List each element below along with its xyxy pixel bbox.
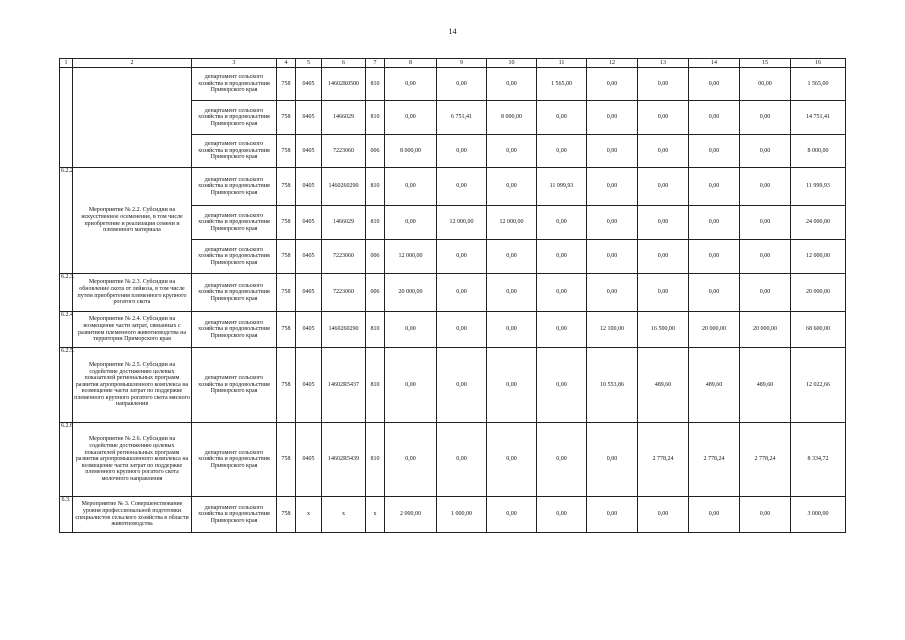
responsible-agency: департамент сельского хозяйства и продовольствия Приморского края (192, 423, 277, 497)
year-amount: 12 000,00 (487, 206, 537, 240)
year-amount: 0,00 (537, 274, 587, 312)
column-number: 1 (60, 59, 73, 68)
year-amount: 0,00 (740, 168, 791, 206)
year-amount: 0,00 (385, 68, 437, 101)
grbs-code: 758 (277, 101, 296, 135)
column-number: 8 (385, 59, 437, 68)
column-number: 6 (322, 59, 366, 68)
table-row (60, 497, 846, 533)
column-number: 13 (638, 59, 689, 68)
rzpr-code: 0405 (296, 101, 322, 135)
year-amount: 0,00 (385, 348, 437, 423)
year-amount: 0,00 (587, 240, 638, 274)
year-amount: 20 000,00 (740, 312, 791, 348)
item-number: 6.2.6 (60, 423, 73, 497)
item-name: Мероприятие № 2.2. Субсидии на искусственное осеменение, в том числе приобретение и реализация семени и племенного материала (73, 168, 192, 274)
year-amount: 0,00 (437, 168, 487, 206)
year-amount: 8 000,00 (487, 101, 537, 135)
year-amount: 0,00 (487, 312, 537, 348)
year-amount: 0,00 (385, 312, 437, 348)
year-amount: 0,00 (638, 135, 689, 168)
year-amount: 0,00 (638, 240, 689, 274)
vr-code: x (366, 497, 385, 533)
rzpr-code: 0405 (296, 312, 322, 348)
year-amount: 16 500,00 (638, 312, 689, 348)
rzpr-code: 0405 (296, 206, 322, 240)
year-amount: 0,00 (587, 423, 638, 497)
vr-code: 006 (366, 135, 385, 168)
year-amount: 20 000,00 (385, 274, 437, 312)
year-amount: 10 553,86 (587, 348, 638, 423)
vr-code: 810 (366, 101, 385, 135)
column-number: 9 (437, 59, 487, 68)
responsible-agency: департамент сельского хозяйства и продовольствия Приморского края (192, 312, 277, 348)
csr-code: 1466029 (322, 101, 366, 135)
year-amount: 0,00 (537, 497, 587, 533)
year-amount: 0,00 (689, 206, 740, 240)
year-amount: 2 778,24 (740, 423, 791, 497)
year-amount: 489,60 (740, 348, 791, 423)
item-number: 6.2.2 (60, 168, 73, 274)
item-name: Мероприятие № 2.5. Субсидии на содействие достижению целевых показателей региональных программ развития агропромышленного комплекса на возмещение части затрат по поддержке племенного крупного рогатого скота мясного направления (73, 348, 192, 423)
column-number: 3 (192, 59, 277, 68)
grbs-code: 758 (277, 68, 296, 101)
grbs-code: 758 (277, 423, 296, 497)
item-number (60, 68, 73, 168)
csr-code: 7223060 (322, 135, 366, 168)
year-amount: 20 000,00 (689, 312, 740, 348)
table-row (60, 168, 846, 206)
year-amount: 0,00 (537, 135, 587, 168)
year-amount: 0,00 (689, 497, 740, 533)
csr-code: 14602R5439 (322, 423, 366, 497)
year-amount: 0,00 (537, 423, 587, 497)
year-amount: 12 100,00 (587, 312, 638, 348)
vr-code: 810 (366, 168, 385, 206)
year-amount: 0,00 (587, 68, 638, 101)
total-amount: 11 999,93 (791, 168, 846, 206)
total-amount: 1 565,00 (791, 68, 846, 101)
year-amount: 2 778,24 (689, 423, 740, 497)
year-amount: 0,00 (437, 348, 487, 423)
total-amount: 14 751,41 (791, 101, 846, 135)
year-amount: 8 000,00 (385, 135, 437, 168)
year-amount: 0,00 (689, 240, 740, 274)
column-number: 4 (277, 59, 296, 68)
year-amount: 0,00 (437, 312, 487, 348)
vr-code: 810 (366, 348, 385, 423)
csr-code: 14602R0500 (322, 68, 366, 101)
grbs-code: 758 (277, 240, 296, 274)
table-row (60, 312, 846, 348)
page-number: 14 (448, 27, 457, 36)
csr-code: 7223060 (322, 240, 366, 274)
csr-code: 1460260290 (322, 168, 366, 206)
year-amount: 0,00 (638, 168, 689, 206)
column-number: 11 (537, 59, 587, 68)
year-amount: 0,00 (437, 423, 487, 497)
responsible-agency: департамент сельского хозяйства и продовольствия Приморского края (192, 497, 277, 533)
year-amount: 0,00 (587, 168, 638, 206)
year-amount: 0,00 (385, 101, 437, 135)
year-amount: 12 000,00 (437, 206, 487, 240)
grbs-code: 758 (277, 274, 296, 312)
vr-code: 810 (366, 68, 385, 101)
grbs-code: 758 (277, 497, 296, 533)
grbs-code: 758 (277, 206, 296, 240)
year-amount: 0,00 (537, 240, 587, 274)
item-number: 6.3. (60, 497, 73, 533)
item-name: Мероприятие № 2.6. Субсидии на содействие достижению целевых показателей региональных программ развития агропромышленного комплекса на возмещение части затрат по поддержке племенного крупного рогатого скота молочного направления (73, 423, 192, 497)
year-amount: 0,00 (689, 135, 740, 168)
vr-code: 006 (366, 274, 385, 312)
item-number: 6.2.3. (60, 274, 73, 312)
year-amount: 0,00 (740, 206, 791, 240)
year-amount: 0,00 (689, 168, 740, 206)
total-amount: 8 000,00 (791, 135, 846, 168)
year-amount: 1 000,00 (437, 497, 487, 533)
year-amount: 0,00 (537, 348, 587, 423)
column-number: 12 (587, 59, 638, 68)
table-row (60, 423, 846, 497)
responsible-agency: департамент сельского хозяйства и продовольствия Приморского края (192, 68, 277, 101)
year-amount: 0,00 (437, 135, 487, 168)
year-amount: 0,00 (587, 101, 638, 135)
budget-table (59, 58, 846, 533)
year-amount: 0,00 (740, 274, 791, 312)
year-amount: 0,00 (740, 101, 791, 135)
rzpr-code: 0405 (296, 135, 322, 168)
year-amount: 0,00 (487, 423, 537, 497)
year-amount: 0,00 (437, 240, 487, 274)
year-amount: 0,00 (689, 101, 740, 135)
vr-code: 810 (366, 312, 385, 348)
column-number: 16 (791, 59, 846, 68)
csr-code: 14602R5437 (322, 348, 366, 423)
year-amount: 0,00 (537, 101, 587, 135)
responsible-agency: департамент сельского хозяйства и продовольствия Приморского края (192, 240, 277, 274)
item-name (73, 68, 192, 168)
year-amount: 0,00 (437, 274, 487, 312)
year-amount: 0,00 (437, 68, 487, 101)
table-row (60, 274, 846, 312)
vr-code: 006 (366, 240, 385, 274)
total-amount: 12 000,00 (791, 240, 846, 274)
year-amount: 0,00 (487, 68, 537, 101)
rzpr-code: x (296, 497, 322, 533)
item-name: Мероприятие № 2.3. Субсидии на обновление скота от лейкоза, в том числе путем приобретения племенного крупного рогатого скота (73, 274, 192, 312)
column-number: 14 (689, 59, 740, 68)
grbs-code: 758 (277, 135, 296, 168)
vr-code: 810 (366, 206, 385, 240)
year-amount: 12 000,00 (385, 240, 437, 274)
vr-code: 810 (366, 423, 385, 497)
year-amount: 0,00 (638, 206, 689, 240)
year-amount: 0,00 (537, 206, 587, 240)
grbs-code: 758 (277, 168, 296, 206)
rzpr-code: 0405 (296, 240, 322, 274)
rzpr-code: 0405 (296, 348, 322, 423)
csr-code: 1466029 (322, 206, 366, 240)
year-amount: 0,00 (740, 135, 791, 168)
table-row (60, 348, 846, 423)
year-amount: 0,00 (740, 497, 791, 533)
year-amount: 0,00 (487, 497, 537, 533)
csr-code: x (322, 497, 366, 533)
year-amount: 0,00 (587, 135, 638, 168)
total-amount: 20 000,00 (791, 274, 846, 312)
year-amount: 489,60 (689, 348, 740, 423)
year-amount: 0,00 (689, 68, 740, 101)
total-amount: 12 022,66 (791, 348, 846, 423)
rzpr-code: 0405 (296, 423, 322, 497)
grbs-code: 758 (277, 312, 296, 348)
responsible-agency: департамент сельского хозяйства и продовольствия Приморского края (192, 135, 277, 168)
total-amount: 3 000,00 (791, 497, 846, 533)
csr-code: 1460260290 (322, 312, 366, 348)
total-amount: 24 000,00 (791, 206, 846, 240)
item-name: Мероприятие № 3. Совершенствование уровня профессиональной подготовки специалистов сельского хозяйства в области животноводства (73, 497, 192, 533)
year-amount: 0,00 (587, 497, 638, 533)
table-row (60, 68, 846, 101)
total-amount: 68 600,00 (791, 312, 846, 348)
year-amount: 0,00 (638, 274, 689, 312)
rzpr-code: 0405 (296, 168, 322, 206)
column-number: 15 (740, 59, 791, 68)
year-amount: 0,00 (487, 274, 537, 312)
column-number: 5 (296, 59, 322, 68)
responsible-agency: департамент сельского хозяйства и продовольствия Приморского края (192, 274, 277, 312)
year-amount: 489,60 (638, 348, 689, 423)
year-amount: 6 751,41 (437, 101, 487, 135)
column-number: 7 (366, 59, 385, 68)
year-amount: 11 999,93 (537, 168, 587, 206)
column-number: 2 (73, 59, 192, 68)
column-number: 10 (487, 59, 537, 68)
total-amount: 8 334,72 (791, 423, 846, 497)
year-amount: 0,00 (587, 274, 638, 312)
year-amount: 0,00 (689, 274, 740, 312)
item-number: 6.2.5. (60, 348, 73, 423)
year-amount: 0,00 (638, 497, 689, 533)
responsible-agency: департамент сельского хозяйства и продовольствия Приморского края (192, 168, 277, 206)
responsible-agency: департамент сельского хозяйства и продовольствия Приморского края (192, 101, 277, 135)
year-amount: 2 000,00 (385, 497, 437, 533)
year-amount: 0,00 (487, 348, 537, 423)
grbs-code: 758 (277, 348, 296, 423)
year-amount: 00,00 (740, 68, 791, 101)
year-amount: 0,00 (638, 68, 689, 101)
item-name: Мероприятие № 2.4. Субсидии на возмещение части затрат, связанных с развитием племенного животноводства на территории Приморского края (73, 312, 192, 348)
item-number: 6.2.4 (60, 312, 73, 348)
year-amount: 0,00 (740, 240, 791, 274)
year-amount: 0,00 (638, 101, 689, 135)
year-amount: 0,00 (587, 206, 638, 240)
year-amount: 0,00 (487, 240, 537, 274)
year-amount: 2 778,24 (638, 423, 689, 497)
year-amount: 1 565,00 (537, 68, 587, 101)
year-amount: 0,00 (385, 206, 437, 240)
year-amount: 0,00 (385, 423, 437, 497)
responsible-agency: департамент сельского хозяйства и продовольствия Приморского края (192, 206, 277, 240)
rzpr-code: 0405 (296, 68, 322, 101)
year-amount: 0,00 (487, 135, 537, 168)
year-amount: 0,00 (537, 312, 587, 348)
year-amount: 0,00 (487, 168, 537, 206)
csr-code: 7223060 (322, 274, 366, 312)
year-amount: 0,00 (385, 168, 437, 206)
column-number-row (60, 59, 846, 68)
rzpr-code: 0405 (296, 274, 322, 312)
responsible-agency: департамент сельского хозяйства и продовольствия Приморского края (192, 348, 277, 423)
